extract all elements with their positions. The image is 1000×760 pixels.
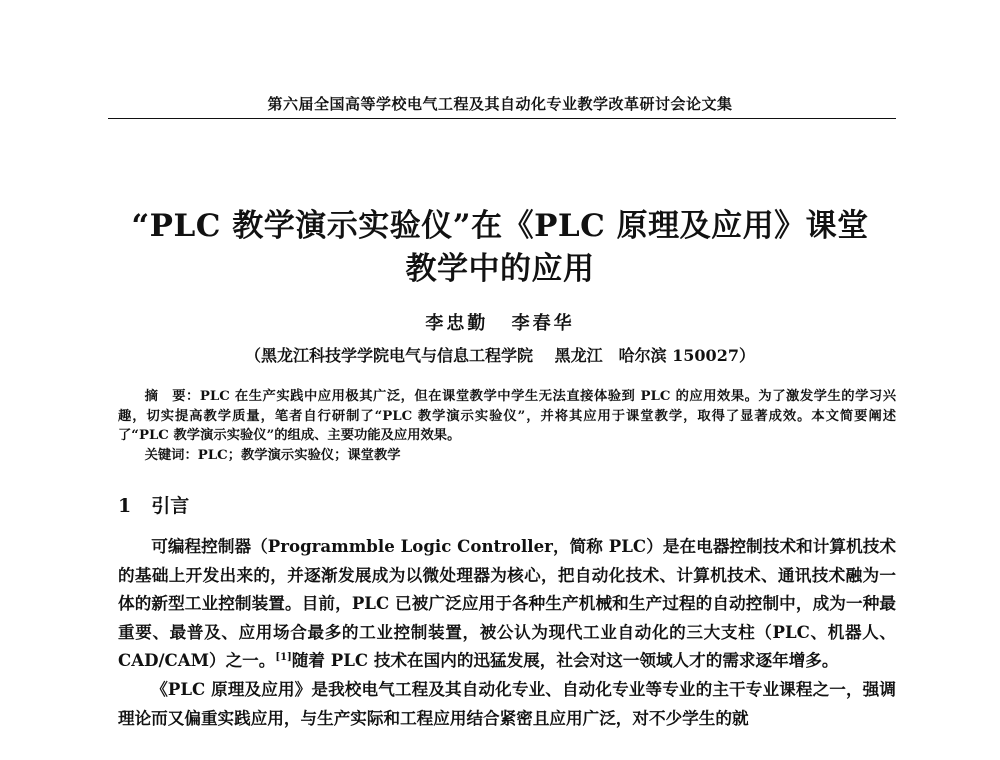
abstract-text: PLC 在生产实践中应用极其广泛，但在课堂教学中学生无法直接体验到 PLC 的应用效果。为了激发学生的学习兴趣，切实提高教学质量，笔者自行研制了“PLC 教学演示实验仪”，并将其应用于课堂教学，取得了显著成效。本文简要阐述了“PLC 教学演示实验仪”的组成、主要功能及应用效果。 xyxy=(118,389,897,443)
keywords-line xyxy=(118,446,896,466)
paragraph-text: 可编程控制器（Programmble Logic Controller，简称 PLC）是在电器控制技术和计算机技术的基础上开发出来的，并逐渐发展成为以微处理器为核心，把自动化技术、计算机技术、通讯技术融为一体的新型工业控制装置。目前，PLC 已被广泛应用于各种生产机械和生产过程的自动控制中，成为一种最重要、最普及、应用场合最多的工业控制装置，被公认为现代工业自动化的三大支柱（PLC、机器人、CAD/CAM）之一。 xyxy=(118,536,896,671)
abstract-block xyxy=(118,387,896,465)
abstract-label: 摘 要： xyxy=(144,389,200,404)
author-name: 李春华 xyxy=(511,313,575,334)
keywords-label: 关键词： xyxy=(144,447,198,463)
affiliation: （黑龙江科技学学院电气与信息工程学院 黑龙江 哈尔滨 150027） xyxy=(245,346,755,365)
running-header: 第六届全国高等学校电气工程及其自动化专业教学改革研讨会论文集 xyxy=(267,95,733,113)
section-heading xyxy=(118,491,189,518)
keywords-text: PLC；教学演示实验仪；课堂教学 xyxy=(197,447,401,463)
body-paragraph xyxy=(118,532,896,675)
paragraph-text: 随着 PLC 技术在国内的迅猛发展，社会对这一领域人才的需求逐年增多。 xyxy=(291,650,839,671)
section-number: 1 xyxy=(118,495,132,517)
citation-ref: [1] xyxy=(275,652,292,664)
title-line-1: “PLC 教学演示实验仪”在《PLC 原理及应用》课堂 xyxy=(131,208,869,244)
author-list xyxy=(0,309,1000,335)
body-paragraph: 《PLC 原理及应用》是我校电气工程及其自动化专业、自动化专业等专业的主干专业课程之一，强调理论而又偏重实践应用，与生产实际和工程应用结合紧密且应用广泛，对不少学生的就 xyxy=(118,678,896,728)
paper-title xyxy=(90,205,910,291)
header-rule xyxy=(108,118,896,119)
body-text xyxy=(118,532,896,732)
section-title: 引言 xyxy=(151,495,190,517)
title-line-2: 教学中的应用 xyxy=(405,251,595,287)
abstract-paragraph xyxy=(118,387,896,446)
author-name: 李忠勤 xyxy=(425,313,489,334)
